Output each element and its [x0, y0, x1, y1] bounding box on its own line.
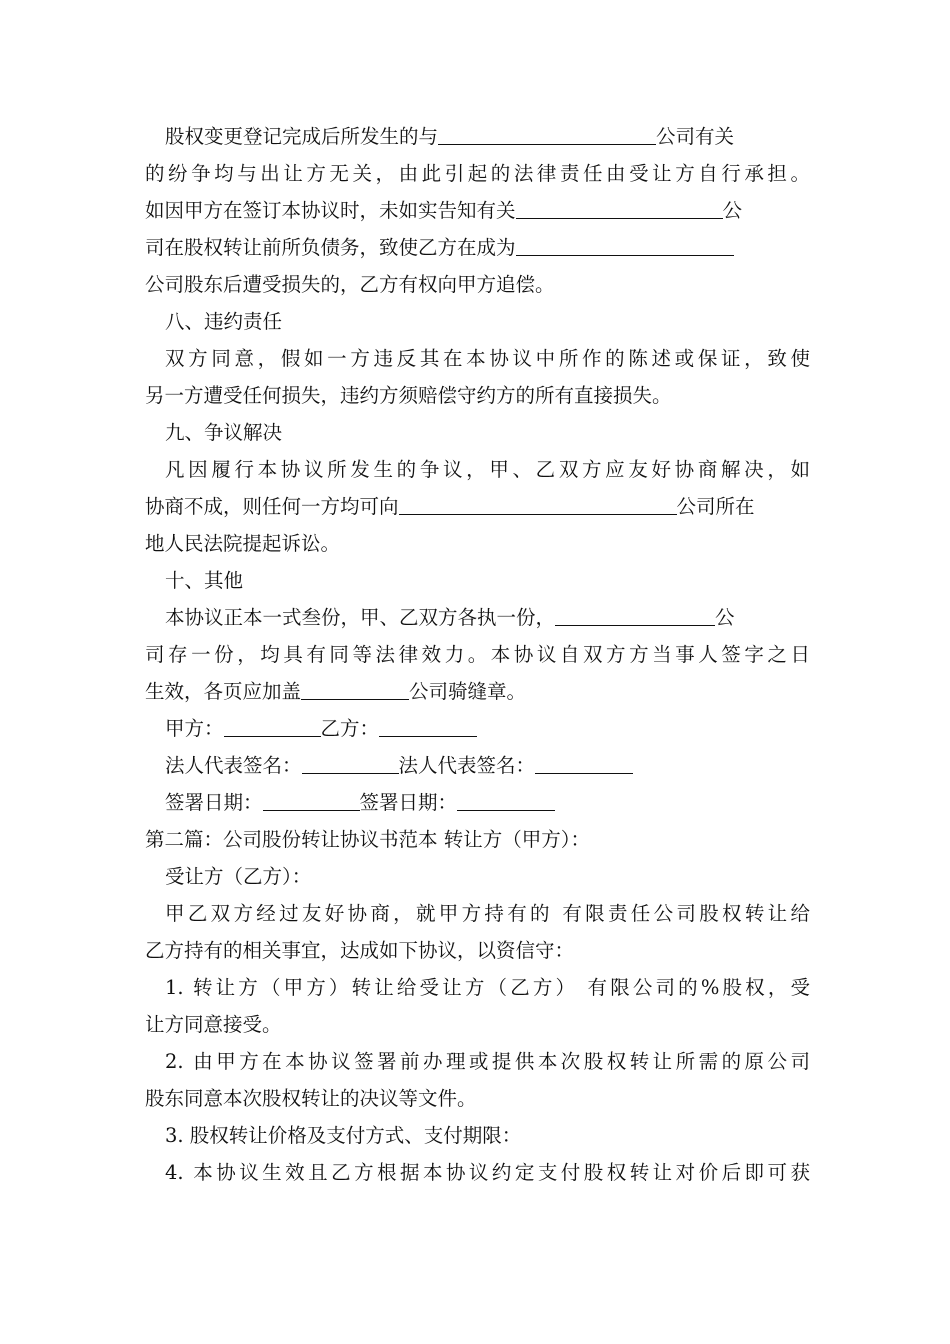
paragraph-line [145, 932, 810, 969]
text-run: 协商不成，则任何一方均可向 [145, 495, 399, 518]
text-run: 1. 转让方（甲方）转让给受让方（乙方） 有限公司的%股权，受 [165, 976, 810, 999]
fill-blank[interactable] [516, 233, 734, 256]
fill-blank[interactable] [438, 122, 656, 145]
section-heading [145, 562, 810, 599]
signature-line-party [145, 710, 810, 747]
text-run: 生效，各页应加盖 [145, 680, 302, 703]
representative-b-label: 法人代表签名： [398, 754, 536, 777]
list-item [145, 1154, 810, 1191]
paragraph-line [145, 599, 810, 636]
signature-line-date [145, 784, 810, 821]
paragraph-line [145, 340, 810, 377]
date-b-label: 签署日期： [359, 791, 458, 814]
text-run: 让方同意接受。 [145, 1013, 282, 1036]
text-run: 司在股权转让前所负债务，致使乙方在成为 [145, 236, 516, 259]
paragraph-line [145, 636, 810, 673]
paragraph-line [145, 1006, 810, 1043]
paragraph-line [145, 895, 810, 932]
section-heading [145, 414, 810, 451]
text-run: 九、争议解决 [165, 421, 283, 444]
paragraph-line [145, 451, 810, 488]
text-run: 甲乙双方经过友好协商，就甲方持有的 有限责任公司股权转让给 [165, 902, 810, 925]
text-run: 公司股东后遭受损失的，乙方有权向甲方追偿。 [145, 273, 555, 296]
paragraph-line [145, 673, 810, 710]
section-heading [145, 303, 810, 340]
representative-b-blank[interactable] [535, 751, 633, 774]
fill-blank[interactable] [301, 677, 409, 700]
text-run: 3. 股权转让价格及支付方式、支付期限： [165, 1124, 522, 1147]
party-b-signature-blank[interactable] [379, 714, 477, 737]
text-run: 八、违约责任 [165, 310, 283, 333]
date-a-blank[interactable] [263, 788, 360, 811]
text-run: 受让方（乙方）： [165, 865, 312, 888]
paragraph-line [145, 377, 810, 414]
chapter-heading [145, 821, 810, 858]
list-item [145, 1043, 810, 1080]
party-b-label: 乙方： [320, 717, 380, 740]
text-run: 另一方遭受任何损失，违约方须赔偿守约方的所有直接损失。 [145, 384, 672, 407]
party-a-label: 甲方： [165, 717, 224, 740]
paragraph-line [145, 488, 810, 525]
list-item [145, 969, 810, 1006]
signature-line-representative [145, 747, 810, 784]
text-run: 4. 本协议生效且乙方根据本协议约定支付股权转让对价后即可获 [165, 1161, 810, 1184]
paragraph-line [145, 229, 810, 266]
text-run: 凡因履行本协议所发生的争议，甲、乙双方应友好协商解决，如 [165, 458, 810, 481]
text-run: 第二篇：公司股份转让协议书范本 转让方（甲方）： [145, 828, 590, 851]
text-run: 地人民法院提起诉讼。 [145, 532, 341, 555]
document-body [145, 118, 810, 1191]
text-run: 本协议正本一式叁份，甲、乙双方各执一份， [165, 606, 556, 629]
text-run: 股东同意本次股权转让的决议等文件。 [145, 1087, 477, 1110]
paragraph-line [145, 858, 810, 895]
representative-a-label: 法人代表签名： [165, 754, 302, 777]
paragraph-line [145, 525, 810, 562]
date-a-label: 签署日期： [165, 791, 263, 814]
text-run: 的纷争均与出让方无关，由此引起的法律责任由受让方自行承担。 [145, 162, 810, 185]
paragraph-line [145, 118, 810, 155]
text-run: 公司所在 [676, 495, 755, 518]
text-run: 双方同意，假如一方违反其在本协议中所作的陈述或保证，致使 [165, 347, 810, 370]
date-b-blank[interactable] [457, 788, 555, 811]
paragraph-line [145, 155, 810, 192]
fill-blank[interactable] [399, 492, 677, 515]
representative-a-blank[interactable] [302, 751, 399, 774]
fill-blank[interactable] [516, 196, 723, 219]
text-run: 股权变更登记完成后所发生的与 [165, 125, 439, 148]
text-run: 公司骑缝章。 [409, 680, 527, 703]
text-run: 公司有关 [656, 125, 735, 148]
text-run: 公 [722, 199, 743, 222]
paragraph-line [145, 192, 810, 229]
text-run: 如因甲方在签订本协议时，未如实告知有关 [145, 199, 516, 222]
text-run: 公 [715, 606, 735, 629]
text-run: 乙方持有的相关事宜，达成如下协议，以资信守： [145, 939, 575, 962]
paragraph-line [145, 1080, 810, 1117]
list-item [145, 1117, 810, 1154]
fill-blank[interactable] [555, 603, 715, 626]
text-run: 司存一份，均具有同等法律效力。本协议自双方方当事人签字之日 [145, 643, 810, 666]
text-run: 十、其他 [165, 569, 244, 592]
paragraph-line [145, 266, 810, 303]
party-a-signature-blank[interactable] [224, 714, 321, 737]
text-run: 2. 由甲方在本协议签署前办理或提供本次股权转让所需的原公司 [165, 1050, 810, 1073]
